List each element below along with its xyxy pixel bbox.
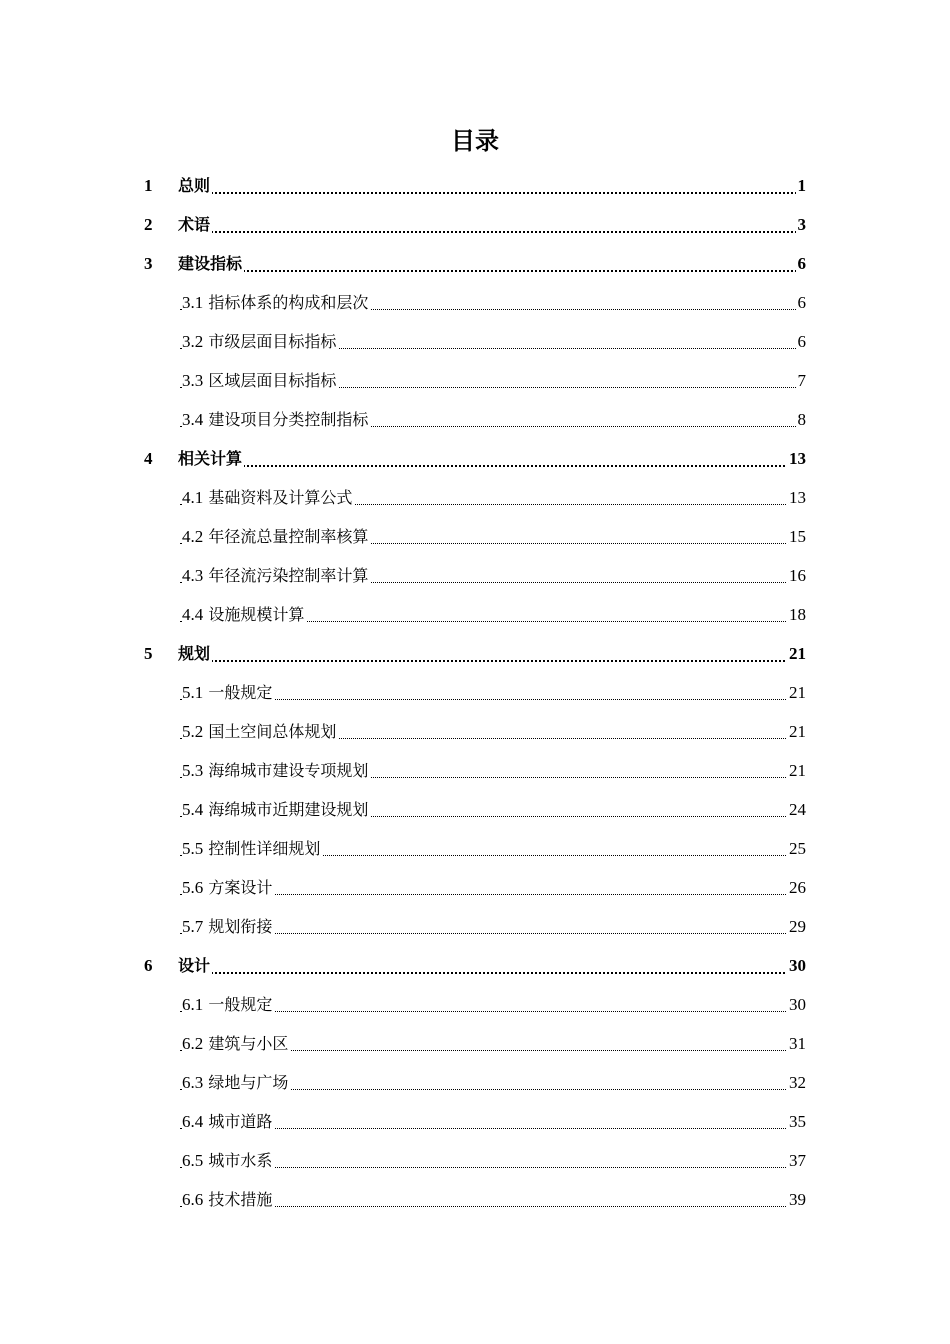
toc-section-number: 5.5 xyxy=(182,839,204,858)
toc-section-title[interactable] xyxy=(182,877,274,899)
toc-page-number: 25 xyxy=(789,839,806,858)
toc-section-row[interactable] xyxy=(0,714,950,753)
toc-page-number: 8 xyxy=(797,410,806,429)
toc-section-title[interactable] xyxy=(182,1072,290,1094)
toc-page-number: 31 xyxy=(789,1034,806,1053)
toc-page-number: 30 xyxy=(789,956,806,975)
toc-chapter-number: 6 xyxy=(144,956,153,975)
toc-chapter-row[interactable] xyxy=(0,168,950,207)
toc-page-number: 21 xyxy=(789,761,806,780)
toc-section-row[interactable] xyxy=(0,753,950,792)
toc-section-row[interactable] xyxy=(0,402,950,441)
toc-dot-leader xyxy=(180,270,804,272)
toc-page-number: 26 xyxy=(789,878,806,897)
toc-section-row[interactable] xyxy=(0,792,950,831)
toc-section-number: 3.4 xyxy=(182,410,204,429)
toc-section-row[interactable] xyxy=(0,285,950,324)
toc-section-title[interactable] xyxy=(182,721,338,743)
toc-chapter-number: 1 xyxy=(144,176,153,195)
toc-section-title[interactable] xyxy=(182,526,370,548)
toc-chapter-number: 5 xyxy=(144,644,153,663)
toc-chapter-title[interactable]: 术语 xyxy=(178,215,211,234)
toc-page-number: 21 xyxy=(789,644,806,663)
toc-section-title[interactable] xyxy=(182,994,274,1016)
toc-section-row[interactable] xyxy=(0,1104,950,1143)
toc-section-title[interactable] xyxy=(182,1150,274,1172)
toc-section-title[interactable] xyxy=(182,916,274,938)
toc-page-number: 13 xyxy=(789,488,806,507)
toc-section-title[interactable] xyxy=(182,487,354,509)
toc-chapter-number: 2 xyxy=(144,215,153,234)
toc-chapter-row[interactable] xyxy=(0,246,950,285)
toc-page-number: 18 xyxy=(789,605,806,624)
toc-section-label: 基础资料及计算公式 xyxy=(208,488,353,507)
toc-section-number: 6.6 xyxy=(182,1190,204,1209)
table-of-contents xyxy=(0,168,950,1221)
toc-chapter-row[interactable] xyxy=(0,636,950,675)
toc-dot-leader xyxy=(180,972,804,974)
toc-section-row[interactable] xyxy=(0,597,950,636)
toc-page-number: 37 xyxy=(789,1151,806,1170)
toc-page-number: 16 xyxy=(789,566,806,585)
toc-section-label: 年径流总量控制率核算 xyxy=(208,527,369,546)
toc-section-label: 城市水系 xyxy=(208,1151,273,1170)
toc-chapter-row[interactable] xyxy=(0,441,950,480)
toc-section-number: 6.1 xyxy=(182,995,204,1014)
toc-section-label: 设施规模计算 xyxy=(208,605,305,624)
toc-section-row[interactable] xyxy=(0,519,950,558)
toc-section-number: 6.5 xyxy=(182,1151,204,1170)
toc-section-number: 3.3 xyxy=(182,371,204,390)
toc-dot-leader xyxy=(180,231,804,233)
toc-section-number: 5.7 xyxy=(182,917,204,936)
toc-page-number: 24 xyxy=(789,800,806,819)
toc-section-row[interactable] xyxy=(0,1065,950,1104)
toc-section-number: 5.1 xyxy=(182,683,204,702)
toc-section-number: 5.6 xyxy=(182,878,204,897)
toc-section-number: 3.1 xyxy=(182,293,204,312)
toc-page-number: 30 xyxy=(789,995,806,1014)
toc-section-row[interactable] xyxy=(0,480,950,519)
toc-page-number: 32 xyxy=(789,1073,806,1092)
toc-section-number: 5.2 xyxy=(182,722,204,741)
toc-section-label: 指标体系的构成和层次 xyxy=(208,293,369,312)
toc-section-number: 5.4 xyxy=(182,800,204,819)
toc-section-row[interactable] xyxy=(0,1143,950,1182)
toc-section-title[interactable] xyxy=(182,292,370,314)
toc-page-number: 3 xyxy=(797,215,806,234)
toc-section-label: 建筑与小区 xyxy=(208,1034,289,1053)
toc-section-row[interactable] xyxy=(0,363,950,402)
toc-section-number: 4.2 xyxy=(182,527,204,546)
toc-page-number: 21 xyxy=(789,683,806,702)
toc-section-number: 4.1 xyxy=(182,488,204,507)
toc-chapter-title[interactable]: 建设指标 xyxy=(178,254,243,273)
toc-section-row[interactable] xyxy=(0,870,950,909)
toc-page-number: 6 xyxy=(797,254,806,273)
toc-section-label: 一般规定 xyxy=(208,995,273,1014)
toc-page-number: 15 xyxy=(789,527,806,546)
toc-section-row[interactable] xyxy=(0,558,950,597)
toc-section-row[interactable] xyxy=(0,1026,950,1065)
toc-section-label: 区域层面目标指标 xyxy=(208,371,337,390)
toc-dot-leader xyxy=(180,660,804,662)
toc-chapter-title[interactable]: 规划 xyxy=(178,644,211,663)
toc-chapter-number: 4 xyxy=(144,449,153,468)
toc-section-label: 绿地与广场 xyxy=(208,1073,289,1092)
toc-chapter-title[interactable]: 总则 xyxy=(178,176,211,195)
toc-section-title[interactable] xyxy=(182,799,370,821)
toc-page-number: 39 xyxy=(789,1190,806,1209)
toc-section-label: 国土空间总体规划 xyxy=(208,722,337,741)
toc-page-number: 13 xyxy=(789,449,806,468)
toc-section-label: 城市道路 xyxy=(208,1112,273,1131)
toc-section-label: 技术措施 xyxy=(208,1190,273,1209)
toc-dot-leader xyxy=(180,192,804,194)
toc-section-row[interactable] xyxy=(0,831,950,870)
toc-section-row[interactable] xyxy=(0,324,950,363)
toc-page-number: 35 xyxy=(789,1112,806,1131)
toc-section-title[interactable] xyxy=(182,682,274,704)
toc-chapter-title[interactable]: 设计 xyxy=(178,956,211,975)
toc-section-label: 规划衔接 xyxy=(208,917,273,936)
toc-section-title[interactable] xyxy=(182,604,306,626)
toc-chapter-row[interactable] xyxy=(0,207,950,246)
toc-chapter-row[interactable] xyxy=(0,948,950,987)
toc-section-label: 海绵城市近期建设规划 xyxy=(208,800,369,819)
toc-section-title[interactable] xyxy=(182,565,370,587)
toc-section-label: 方案设计 xyxy=(208,878,273,897)
toc-section-number: 5.3 xyxy=(182,761,204,780)
toc-section-title[interactable] xyxy=(182,370,338,392)
toc-section-label: 海绵城市建设专项规划 xyxy=(208,761,369,780)
toc-section-title[interactable] xyxy=(182,331,338,353)
toc-section-row[interactable] xyxy=(0,987,950,1026)
toc-page-number: 7 xyxy=(797,371,806,390)
toc-section-label: 年径流污染控制率计算 xyxy=(208,566,369,585)
toc-section-title[interactable] xyxy=(182,760,370,782)
toc-page-number: 6 xyxy=(797,293,806,312)
toc-chapter-number: 3 xyxy=(144,254,153,273)
toc-page-number: 1 xyxy=(797,176,806,195)
toc-section-number: 4.4 xyxy=(182,605,204,624)
toc-section-number: 6.4 xyxy=(182,1112,204,1131)
toc-section-title[interactable] xyxy=(182,409,370,431)
toc-section-row[interactable] xyxy=(0,1182,950,1221)
toc-section-title[interactable] xyxy=(182,1189,274,1211)
toc-dot-leader xyxy=(180,465,804,467)
toc-section-number: 4.3 xyxy=(182,566,204,585)
toc-section-title[interactable] xyxy=(182,1111,274,1133)
toc-section-row[interactable] xyxy=(0,909,950,948)
toc-section-label: 一般规定 xyxy=(208,683,273,702)
toc-section-row[interactable] xyxy=(0,675,950,714)
toc-page-number: 6 xyxy=(797,332,806,351)
toc-section-title[interactable] xyxy=(182,1033,290,1055)
toc-section-number: 6.3 xyxy=(182,1073,204,1092)
toc-page-number: 29 xyxy=(789,917,806,936)
toc-section-label: 控制性详细规划 xyxy=(208,839,321,858)
page-title: 目录 xyxy=(451,127,499,155)
toc-section-label: 市级层面目标指标 xyxy=(208,332,337,351)
toc-section-number: 3.2 xyxy=(182,332,204,351)
toc-page-number: 21 xyxy=(789,722,806,741)
toc-section-number: 6.2 xyxy=(182,1034,204,1053)
toc-section-label: 建设项目分类控制指标 xyxy=(208,410,369,429)
toc-section-title[interactable] xyxy=(182,838,322,860)
toc-chapter-title[interactable]: 相关计算 xyxy=(178,449,243,468)
